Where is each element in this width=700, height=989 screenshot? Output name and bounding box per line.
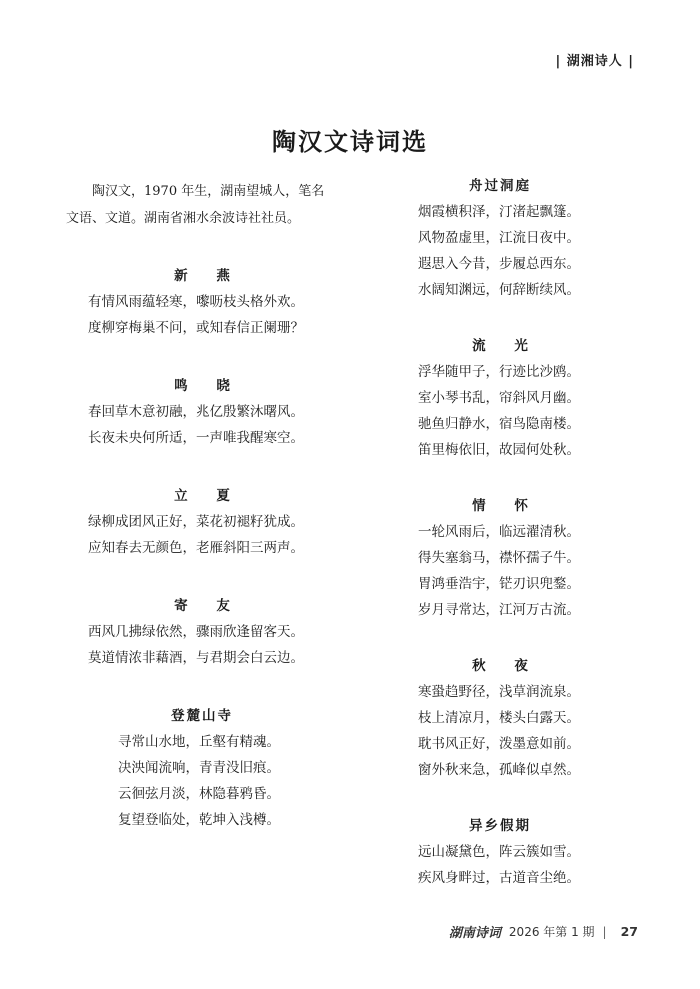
footer-separator: |: [602, 924, 607, 939]
poem-title: 舟过洞庭: [469, 178, 531, 194]
poem-line: 西风几拂绿依然，骤雨欣逢留客天。: [88, 624, 304, 640]
poem-line: 长夜未央何所适，一声唯我醒寒空。: [88, 430, 304, 446]
poem: [390, 495, 610, 623]
poem-title: 秋 夜: [472, 658, 540, 674]
poem-line: 春回草木意初融，兆亿殷繁沐曙风。: [88, 404, 304, 420]
poem: [390, 335, 610, 463]
page-footer: [449, 922, 638, 941]
poem-line: 莫道情浓非藉酒，与君期会白云边。: [88, 650, 304, 666]
poem-line: 远山凝黛色，阵云簇如雪。: [418, 844, 580, 860]
poem-line: 复望登临处，乾坤入浅樽。: [118, 812, 280, 828]
poem-line: 得失塞翁马，襟怀孺子牛。: [418, 550, 580, 566]
section-tag: | 湖湘诗人 |: [555, 54, 634, 69]
poem-line: 疾风身畔过，古道音尘绝。: [418, 870, 580, 886]
poem-line: 绿柳成团风正好，菜花初褪籽犹成。: [88, 514, 304, 530]
poem-line: 浮华随甲子，行迹比沙鸥。: [418, 364, 580, 380]
poem-title: 情 怀: [472, 498, 540, 514]
poem-line: 遐思入今昔，步履总西东。: [418, 256, 580, 272]
poem-line: 水阔知渊远，何辞断续风。: [418, 282, 580, 298]
issue-label: 2026 年第 1 期: [508, 925, 595, 939]
poem-line: 度柳穿梅巢不问，或知春信正阑珊？: [88, 320, 304, 336]
poem-title: 异乡假期: [469, 818, 531, 834]
page-title: 陶汉文诗词选: [272, 128, 428, 156]
poem-line: 耽书风正好，泼墨意如前。: [418, 736, 580, 752]
poem: [390, 815, 610, 891]
poem-line: 烟霞横积泽，汀渚起飘篷。: [418, 204, 580, 220]
poem: [66, 485, 338, 561]
poem-title: 新 燕: [174, 268, 242, 284]
poem-line: 枝上清凉月，楼头白露天。: [418, 710, 580, 726]
poem-line: 云徊弦月淡，林隐暮鸦昏。: [118, 786, 280, 802]
poem-line: 岁月寻常达，江河万古流。: [418, 602, 580, 618]
poem-title: 流 光: [472, 338, 540, 354]
author-intro: [66, 178, 338, 232]
poem-line: 有情风雨蕴轻寒，嚟呖枝头格外欢。: [88, 294, 304, 310]
poem-line: 寒蛩趋野径，浅草润流泉。: [418, 684, 580, 700]
poem-line: 窗外秋来急，孤峰似卓然。: [418, 762, 580, 778]
poem-title: 登麓山寺: [171, 708, 233, 724]
poem: [390, 175, 610, 303]
poem-line: 笛里梅依旧，故园何处秋。: [418, 442, 580, 458]
left-column: [66, 175, 338, 867]
right-column: [390, 175, 610, 923]
poem-line: 室小琴书乱，帘斜风月幽。: [418, 390, 580, 406]
poem-line: 寻常山水地，丘壑有精魂。: [118, 734, 280, 750]
poem-line: 一轮风雨后，临远濯清秋。: [418, 524, 580, 540]
poem-line: 决泱闻流响，青青没旧痕。: [118, 760, 280, 776]
poem: [390, 655, 610, 783]
magazine-logo: 湖南诗词: [448, 926, 501, 941]
poem-title: 立 夏: [174, 488, 242, 504]
author-intro-line: 陶汉文，1970 年生，湖南望城人，笔名: [92, 184, 325, 199]
poem-line: 驰鱼归静水，宿鸟隐南楼。: [418, 416, 580, 432]
poem-line: 风物盈虚里，江流日夜中。: [418, 230, 580, 246]
poem-title: 鸣 晓: [174, 378, 242, 394]
poem: [66, 265, 338, 341]
page-number: 27: [620, 924, 638, 939]
poem-title: 寄 友: [174, 598, 242, 614]
poem: [66, 375, 338, 451]
poem-line: 胃鸿垂浩宇，铓刃识兜鍪。: [418, 576, 580, 592]
author-intro-line: 文语、文道。湖南省湘水余波诗社社员。: [66, 211, 301, 226]
poem-line: 应知春去无颜色，老雁斜阳三两声。: [88, 540, 304, 556]
poem: [66, 705, 338, 833]
poem: [66, 595, 338, 671]
